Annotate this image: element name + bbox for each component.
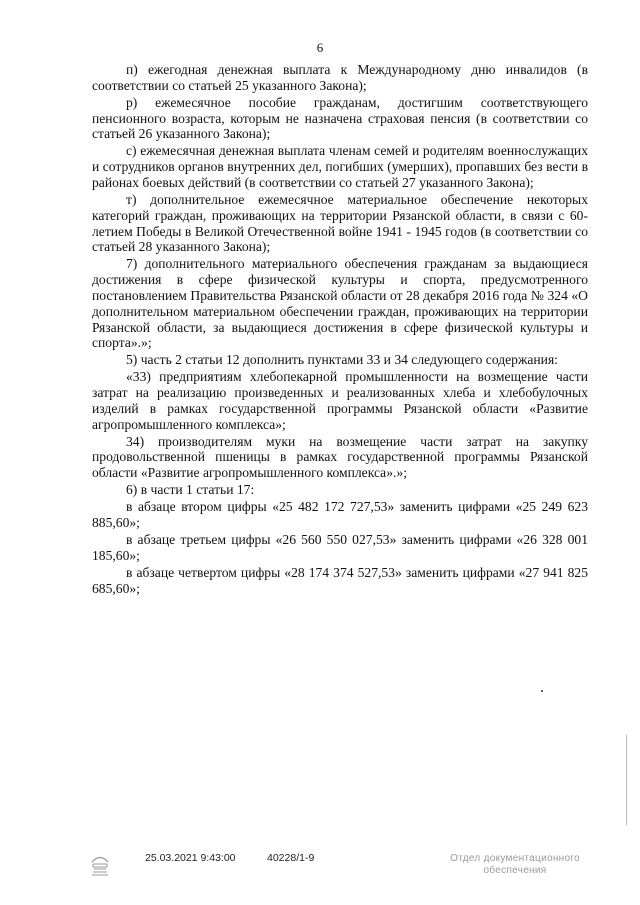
- paragraph-abzac-second: в абзаце втором цифры «25 482 172 727,53» заменить цифрами «25 249 623 885,60»;: [92, 499, 588, 530]
- paragraph-abzac-fourth: в абзаце четвертом цифры «28 174 374 527,53» заменить цифрами «27 941 825 685,60»;: [92, 564, 588, 596]
- paragraph-t: т) дополнительное ежемесячное материальное обеспечение некоторых категорий граждан, проживающих на территории Рязанской области, в связи с 60-летием Победы в Великой Отечественной войне 1941 - 1945 годов (в соответствии со статьей 28 указанного Закона);: [92, 191, 588, 255]
- paragraph-7: 7) дополнительного материального обеспечения гражданам за выдающиеся достижения в сфере физической культуры и спорта, предусмотренного постановлением Правительства Рязанской области от 28 декабря 2016 года № 324 «О дополнительном материальном обеспечении граждан, проживающих на территории Рязанской области, за выдающиеся достижения в сфере физической культуры и спорта».»;: [92, 256, 588, 351]
- paragraph-p: п) ежегодная денежная выплата к Международному дню инвалидов (в соответствии со статьей 25 указанного Закона);: [92, 62, 588, 93]
- paragraph-34: 34) производителям муки на возмещение части затрат на закупку продовольственной пшеницы в рамках государственной программы Рязанской области «Развитие агропромышленного комплекса».»;: [92, 433, 588, 481]
- document-body: [92, 62, 588, 596]
- page-number: 6: [316, 40, 324, 55]
- footer-date: 25.03.2021 9:43:00: [145, 852, 236, 864]
- paragraph-s: с) ежемесячная денежная выплата членам семей и родителям военнослужащих и сотрудников органов внутренних дел, погибших (умерших), пропавших без вести в районах боевых действий (в соответствии со статьей 27 указанного Закона);: [92, 143, 588, 190]
- paragraph-abzac-third: в абзаце третьем цифры «26 560 550 027,53» заменить цифрами «26 328 001 185,60»;: [92, 531, 588, 563]
- paragraph-6: 6) в части 1 статьи 17:: [126, 482, 255, 498]
- paragraph-r: р) ежемесячное пособие гражданам, достигшим соответствующего пенсионного возраста, которым не назначена страховая пенсия (в соответствии со статьей 26 указанного Закона);: [92, 94, 588, 142]
- footer-doc-number: 40228/1-9: [267, 852, 315, 864]
- seal-icon: [88, 850, 112, 880]
- footer-department: Отдел документационного обеспечения: [450, 853, 580, 876]
- scan-edge-line: [626, 735, 627, 825]
- paragraph-33: «33) предприятиям хлебопекарной промышленности на возмещение части затрат на реализацию произведенных и реализованных хлеба и хлебобулочных изделий в рамках государственной программы Рязанской области «Развитие агропромышленного комплекса»;: [92, 369, 588, 432]
- footer: [0, 850, 640, 890]
- scan-speck: [541, 690, 543, 692]
- paragraph-5: 5) часть 2 статьи 12 дополнить пунктами 33 и 34 следующего содержания:: [126, 352, 558, 368]
